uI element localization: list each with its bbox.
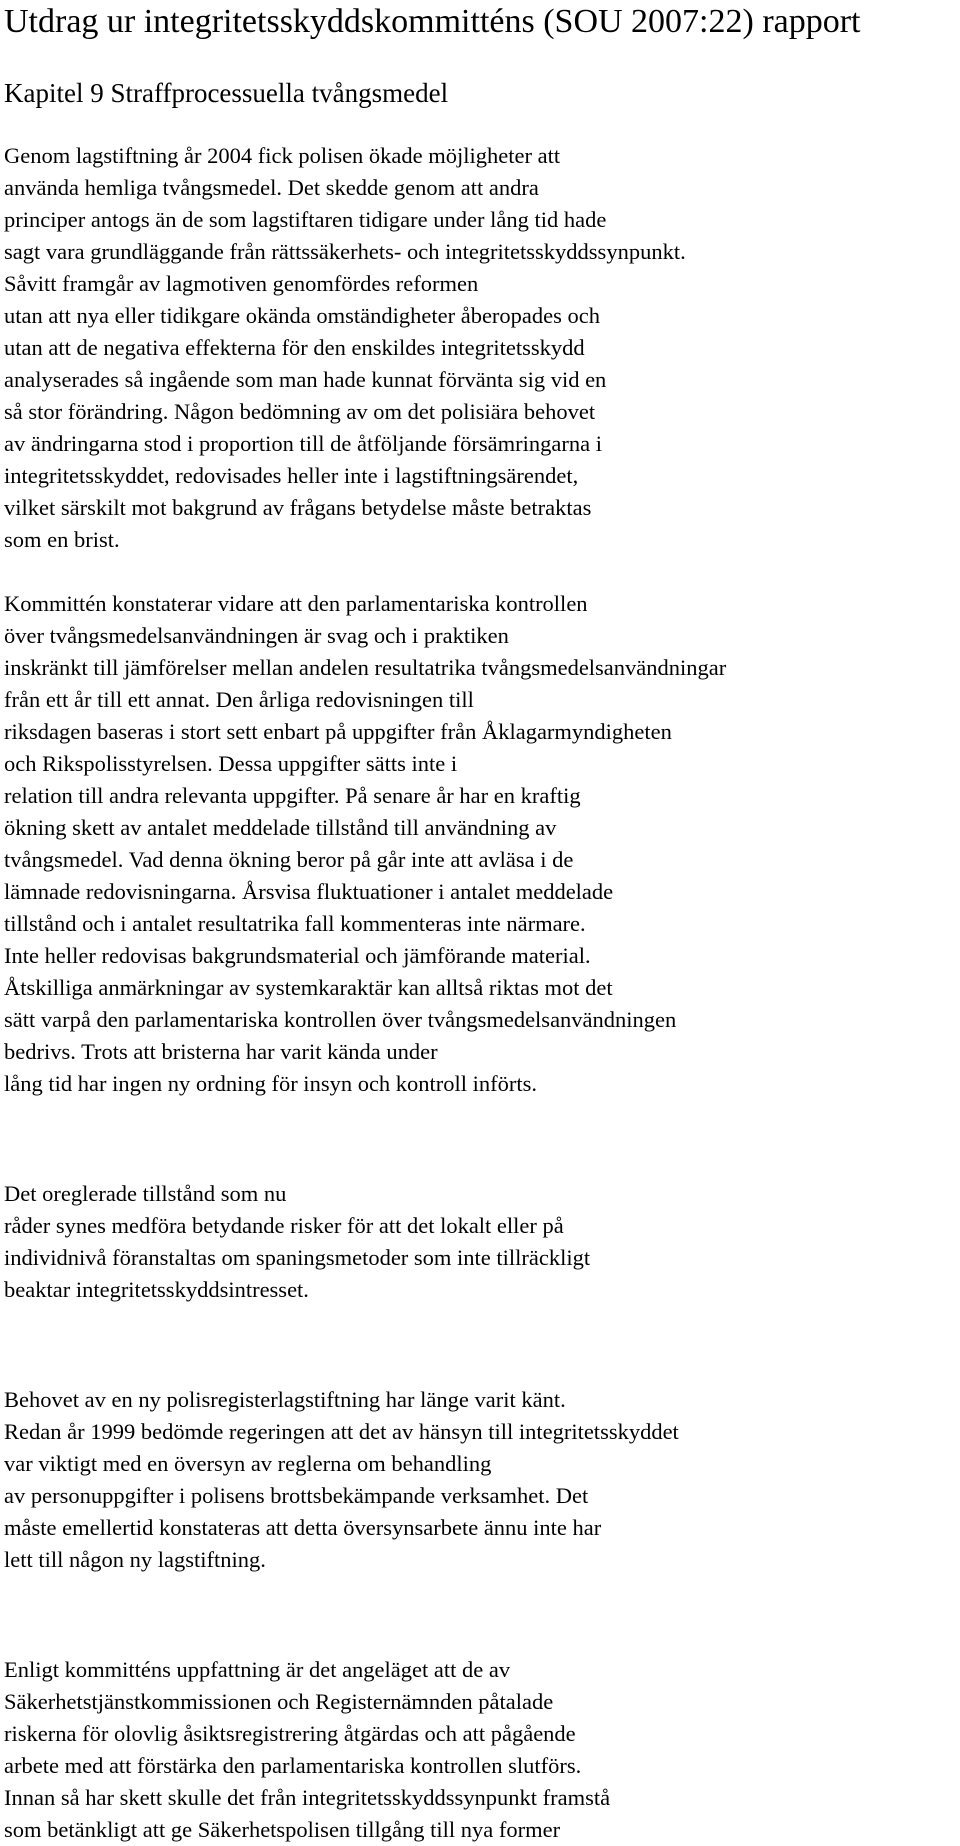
text-line: Genom lagstiftning år 2004 fick polisen ökade möjligheter att xyxy=(4,143,561,168)
text-line: Åtskilliga anmärkningar av systemkaraktär kan alltså riktas mot det xyxy=(4,975,613,1000)
text-line: lämnade redovisningarna. Årsvisa fluktuationer i antalet meddelade xyxy=(4,879,614,904)
paragraph-1 xyxy=(4,140,954,556)
text-line: Inte heller redovisas bakgrundsmaterial och jämförande material. xyxy=(4,943,591,968)
text-line: Innan så har skett skulle det från integritetsskyddssynpunkt framstå xyxy=(4,1785,611,1810)
text-line: ökning skett av antalet meddelade tillstånd till användning av xyxy=(4,815,557,840)
text-line: Det oreglerade tillstånd som nu xyxy=(4,1181,287,1206)
text-line: Kommittén konstaterar vidare att den parlamentariska kontrollen xyxy=(4,591,588,616)
text-line: och Rikspolisstyrelsen. Dessa uppgifter sätts inte i xyxy=(4,751,458,776)
text-line: över tvångsmedelsanvändningen är svag och i praktiken xyxy=(4,623,509,648)
text-line: beaktar integritetsskyddsintresset. xyxy=(4,1277,309,1302)
text-line: som betänkligt att ge Säkerhetspolisen tillgång till nya former xyxy=(4,1817,561,1842)
text-line: råder synes medföra betydande risker för att det lokalt eller på xyxy=(4,1213,564,1238)
text-line: var viktigt med en översyn av reglerna om behandling xyxy=(4,1451,492,1476)
text-line: individnivå föranstaltas om spaningsmetoder som inte tillräckligt xyxy=(4,1245,591,1270)
text-line: måste emellertid konstateras att detta översynsarbete ännu inte har xyxy=(4,1515,602,1540)
text-line: sätt varpå den parlamentariska kontrollen över tvångsmedelsanvändningen xyxy=(4,1007,677,1032)
text-line: sagt vara grundläggande från rättssäkerhets- och integritetsskyddssynpunkt. xyxy=(4,239,686,264)
text-line: relation till andra relevanta uppgifter. På senare år har en kraftig xyxy=(4,783,581,808)
text-line: Redan år 1999 bedömde regeringen att det av hänsyn till integritetsskyddet xyxy=(4,1419,679,1444)
text-line: använda hemliga tvångsmedel. Det skedde genom att andra xyxy=(4,175,539,200)
text-line: principer antogs än de som lagstiftaren tidigare under lång tid hade xyxy=(4,207,607,232)
text-line: lång tid har ingen ny ordning för insyn och kontroll införts. xyxy=(4,1071,538,1096)
text-line: lett till någon ny lagstiftning. xyxy=(4,1547,266,1572)
text-line: tillstånd och i antalet resultatrika fall kommenteras inte närmare. xyxy=(4,911,586,936)
text-line: vilket särskilt mot bakgrund av frågans betydelse måste betraktas xyxy=(4,495,592,520)
text-line: riskerna för olovlig åsiktsregistrering åtgärdas och att pågående xyxy=(4,1721,576,1746)
text-line: av personuppgifter i polisens brottsbekämpande verksamhet. Det xyxy=(4,1483,589,1508)
paragraph-2 xyxy=(4,588,954,1100)
text-line: integritetsskyddet, redovisades heller inte i lagstiftningsärendet, xyxy=(4,463,579,488)
text-line: Såvitt framgår av lagmotiven genomfördes reformen xyxy=(4,271,479,296)
text-line: utan att nya eller tidikgare okända omständigheter åberopades och xyxy=(4,303,601,328)
text-line: analyserades så ingående som man hade kunnat förvänta sig vid en xyxy=(4,367,607,392)
text-line: Enligt kommitténs uppfattning är det angeläget att de av xyxy=(4,1657,511,1682)
text-line: tvångsmedel. Vad denna ökning beror på går inte att avläsa i de xyxy=(4,847,574,872)
text-line: inskränkt till jämförelser mellan andelen resultatrika tvångsmedelsanvändningar xyxy=(4,655,727,680)
paragraph-3 xyxy=(4,1178,954,1306)
text-line: riksdagen baseras i stort sett enbart på uppgifter från Åklagarmyndigheten xyxy=(4,719,672,744)
text-line: som en brist. xyxy=(4,527,120,552)
text-line: Säkerhetstjänstkommissionen och Registernämnden påtalade xyxy=(4,1689,554,1714)
text-line: Behovet av en ny polisregisterlagstiftning har länge varit känt. xyxy=(4,1387,566,1412)
text-line: bedrivs. Trots att bristerna har varit kända under xyxy=(4,1039,438,1064)
document-page xyxy=(4,0,954,1846)
paragraph-5 xyxy=(4,1654,954,1846)
paragraph-4 xyxy=(4,1384,954,1576)
text-line: så stor förändring. Någon bedömning av om det polisiära behovet xyxy=(4,399,596,424)
text-line: arbete med att förstärka den parlamentariska kontrollen slutförs. xyxy=(4,1753,582,1778)
text-line: utan att de negativa effekterna för den enskildes integritetsskydd xyxy=(4,335,585,360)
text-line: från ett år till ett annat. Den årliga redovisningen till xyxy=(4,687,474,712)
document-title: Utdrag ur integritetsskyddskommitténs (SOU 2007:22) rapport xyxy=(4,3,861,40)
text-line: av ändringarna stod i proportion till de åtföljande försämringarna i xyxy=(4,431,602,456)
chapter-heading: Kapitel 9 Straffprocessuella tvångsmedel xyxy=(4,78,449,108)
